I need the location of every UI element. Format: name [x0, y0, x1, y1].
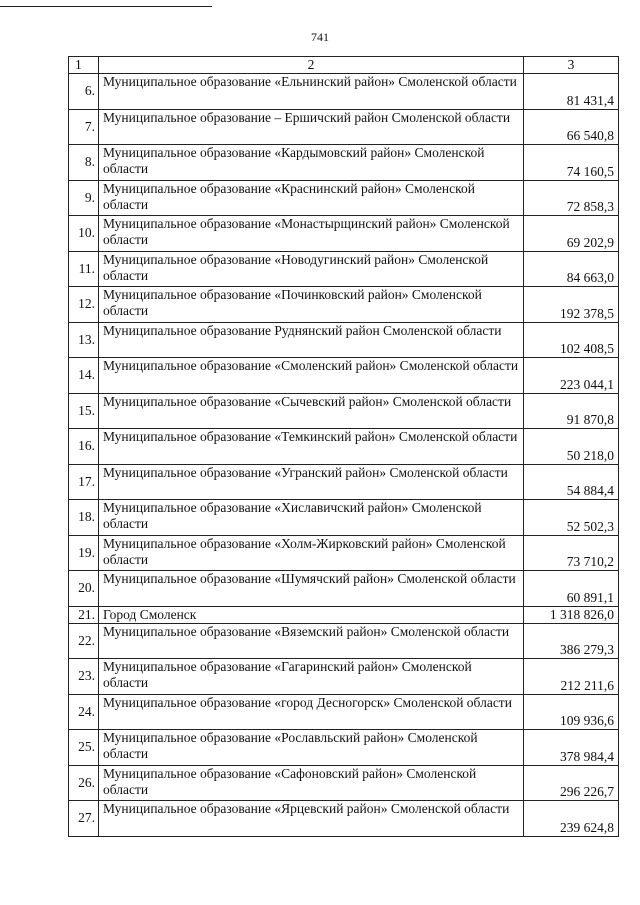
row-number: 14.: [69, 358, 99, 394]
row-value: 239 624,8: [524, 801, 619, 837]
table-row: [69, 694, 619, 730]
row-value: 60 891,1: [524, 571, 619, 607]
row-name: Муниципальное образование «Смоленский район» Смоленской области: [99, 358, 524, 394]
row-name: Муниципальное образование «Ярцевский район» Смоленской области: [99, 801, 524, 837]
row-value: 66 540,8: [524, 109, 619, 145]
header-col-number: 1: [69, 57, 99, 74]
row-number: 6.: [69, 74, 99, 110]
row-name: Муниципальное образование «Краснинский район» Смоленской области: [99, 180, 524, 216]
table-row: [69, 216, 619, 252]
table-row: [69, 500, 619, 536]
row-value: 54 884,4: [524, 464, 619, 500]
row-number: 23.: [69, 659, 99, 695]
row-name: Муниципальное образование «Вяземский район» Смоленской области: [99, 623, 524, 659]
row-value: 50 218,0: [524, 429, 619, 465]
row-number: 13.: [69, 322, 99, 358]
row-value: 69 202,9: [524, 216, 619, 252]
row-name: Город Смоленск: [99, 606, 524, 623]
table-row: [69, 251, 619, 287]
row-name: Муниципальное образование Руднянский район Смоленской области: [99, 322, 524, 358]
row-name: Муниципальное образование «Кардымовский район» Смоленской области: [99, 145, 524, 181]
row-number: 25.: [69, 730, 99, 766]
row-number: 9.: [69, 180, 99, 216]
row-number: 10.: [69, 216, 99, 252]
row-value: 192 378,5: [524, 287, 619, 323]
row-number: 17.: [69, 464, 99, 500]
row-value: 212 211,6: [524, 659, 619, 695]
table-row: [69, 393, 619, 429]
row-number: 8.: [69, 145, 99, 181]
table-row: [69, 659, 619, 695]
table-header-row: [69, 57, 619, 74]
row-number: 22.: [69, 623, 99, 659]
row-name: Муниципальное образование «Холм-Жирковский район» Смоленской области: [99, 535, 524, 571]
row-value: 84 663,0: [524, 251, 619, 287]
table-row: [69, 535, 619, 571]
row-value: 102 408,5: [524, 322, 619, 358]
table-row: [69, 358, 619, 394]
row-name: Муниципальное образование «Угранский район» Смоленской области: [99, 464, 524, 500]
table-row: [69, 464, 619, 500]
header-col-value: 3: [524, 57, 619, 74]
row-name: Муниципальное образование «Рославльский район» Смоленской области: [99, 730, 524, 766]
row-number: 24.: [69, 694, 99, 730]
row-number: 27.: [69, 801, 99, 837]
header-col-name: 2: [99, 57, 524, 74]
row-value: 386 279,3: [524, 623, 619, 659]
row-number: 18.: [69, 500, 99, 536]
row-name: Муниципальное образование «Починковский район» Смоленской области: [99, 287, 524, 323]
row-value: 296 226,7: [524, 765, 619, 801]
table-row: [69, 322, 619, 358]
row-name: Муниципальное образование «Сычевский район» Смоленской области: [99, 393, 524, 429]
row-value: 52 502,3: [524, 500, 619, 536]
row-name: Муниципальное образование «Темкинский район» Смоленской области: [99, 429, 524, 465]
row-name: Муниципальное образование «Новодугинский район» Смоленской области: [99, 251, 524, 287]
row-name: Муниципальное образование «Монастырщинский район» Смоленской области: [99, 216, 524, 252]
row-value: 73 710,2: [524, 535, 619, 571]
table-row: [69, 571, 619, 607]
row-value: 378 984,4: [524, 730, 619, 766]
table-row: [69, 145, 619, 181]
row-value: 74 160,5: [524, 145, 619, 181]
allocation-table: [68, 56, 619, 837]
row-name: Муниципальное образование «Шумячский район» Смоленской области: [99, 571, 524, 607]
table-row: [69, 623, 619, 659]
row-name: Муниципальное образование «город Десногорск» Смоленской области: [99, 694, 524, 730]
table-row: [69, 801, 619, 837]
row-number: 19.: [69, 535, 99, 571]
table-row: [69, 180, 619, 216]
row-number: 21.: [69, 606, 99, 623]
row-value: 91 870,8: [524, 393, 619, 429]
row-value: 109 936,6: [524, 694, 619, 730]
table-row: [69, 429, 619, 465]
row-name: Муниципальное образование «Гагаринский район» Смоленской области: [99, 659, 524, 695]
table-row: [69, 287, 619, 323]
page-number: 741: [311, 30, 329, 44]
row-name: Муниципальное образование «Сафоновский район» Смоленской области: [99, 765, 524, 801]
row-number: 20.: [69, 571, 99, 607]
row-number: 16.: [69, 429, 99, 465]
table-row: [69, 74, 619, 110]
table-row: [69, 730, 619, 766]
table-body: [69, 57, 619, 837]
row-value: 223 044,1: [524, 358, 619, 394]
row-value: 72 858,3: [524, 180, 619, 216]
row-name: Муниципальное образование «Ельнинский район» Смоленской области: [99, 74, 524, 110]
row-value: 81 431,4: [524, 74, 619, 110]
top-rule: [0, 6, 212, 7]
row-number: 12.: [69, 287, 99, 323]
table-row: [69, 606, 619, 623]
row-number: 26.: [69, 765, 99, 801]
row-name: Муниципальное образование – Ершичский район Смоленской области: [99, 109, 524, 145]
row-number: 11.: [69, 251, 99, 287]
row-name: Муниципальное образование «Хиславичский район» Смоленской области: [99, 500, 524, 536]
row-value: 1 318 826,0: [524, 606, 619, 623]
row-number: 7.: [69, 109, 99, 145]
row-number: 15.: [69, 393, 99, 429]
table-row: [69, 765, 619, 801]
table-row: [69, 109, 619, 145]
